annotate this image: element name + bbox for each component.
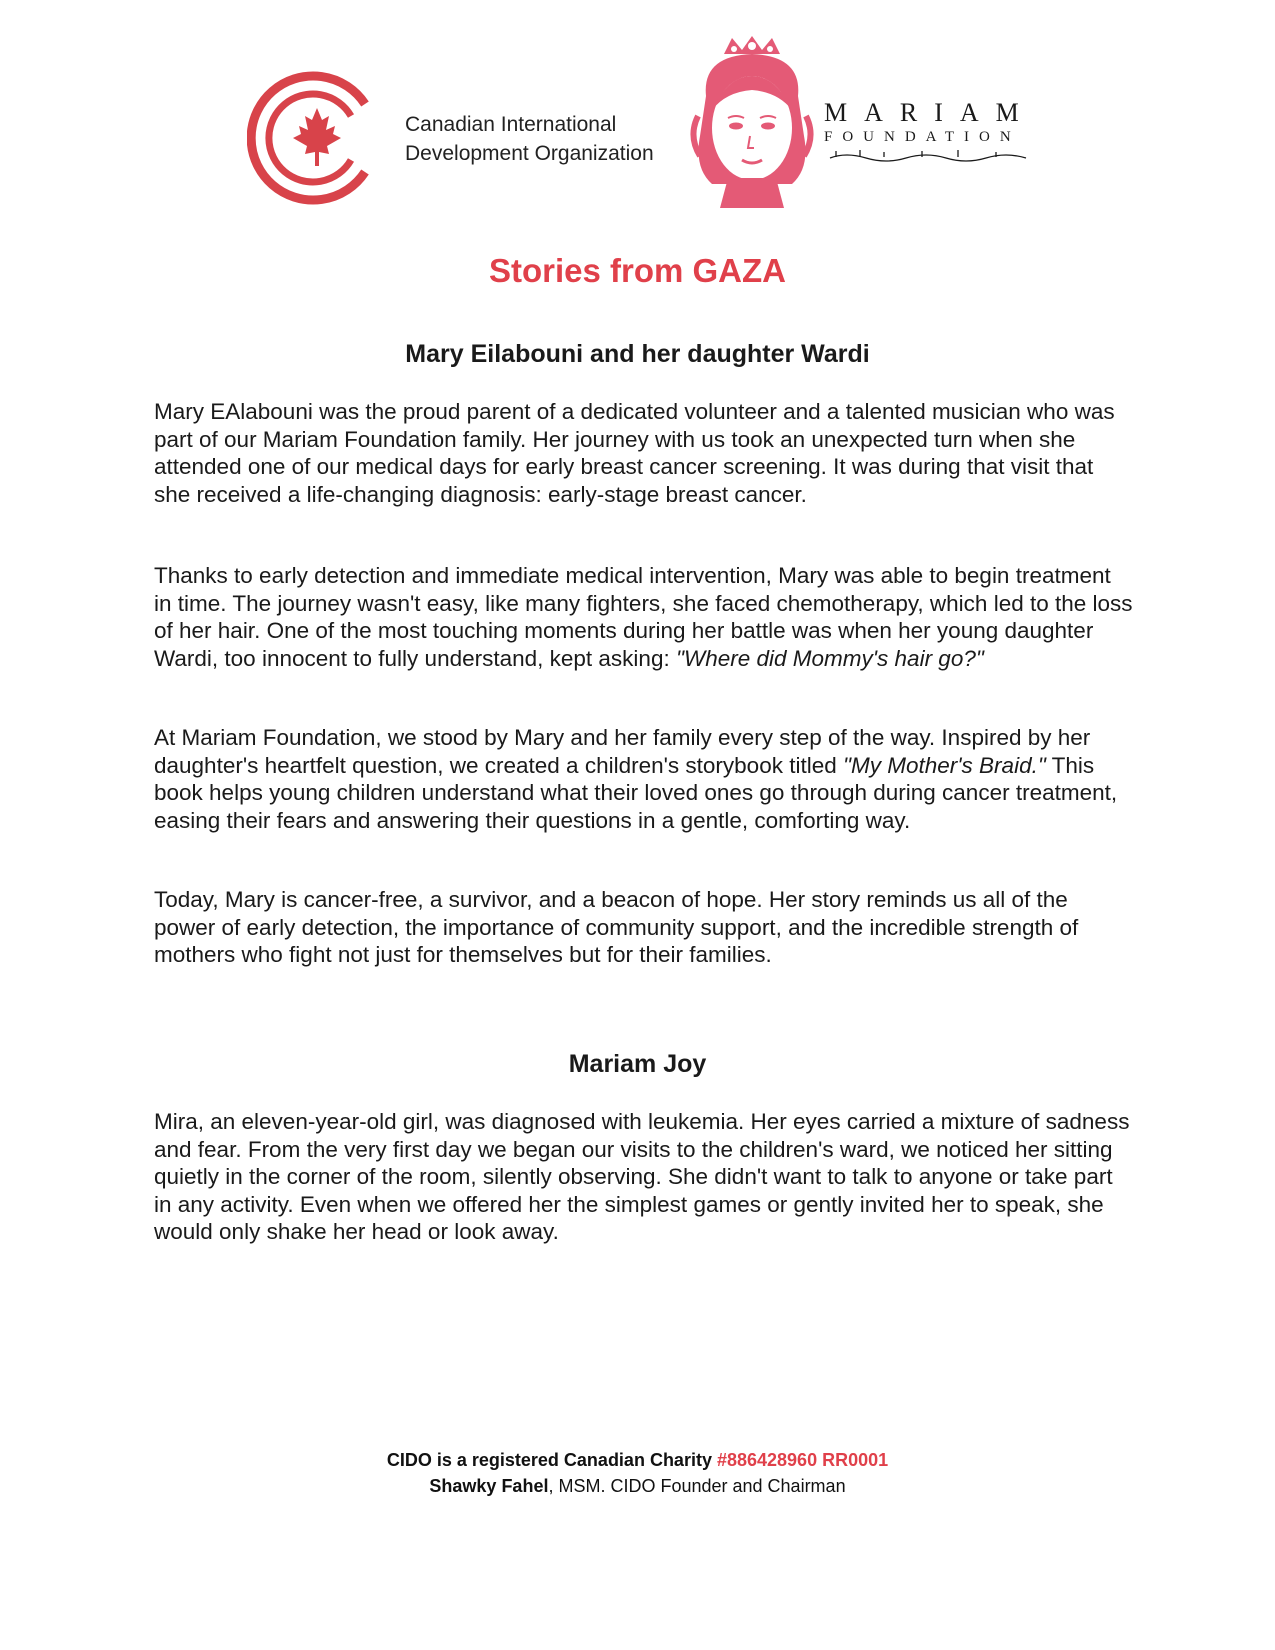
story-heading: Mary Eilabouni and her daughter Wardi xyxy=(405,340,870,368)
foundation-wordmark: FOUNDATION xyxy=(824,129,1021,145)
arabic-tagline-logotype xyxy=(826,148,1030,162)
cido-name-line2: Development Organization xyxy=(405,142,654,165)
paragraph-text: At Mariam Foundation, we stood by Mary and her family every step of the way. Inspired by her daughter's heartfelt question, we created a children's storybook titled xyxy=(154,725,1091,778)
founder-title: , MSM. CIDO Founder and Chairman xyxy=(548,1476,846,1496)
mariam-wordmark: MARIAM xyxy=(824,98,1036,127)
cido-name-line1: Canadian International xyxy=(405,113,617,136)
story-paragraph xyxy=(154,398,1134,508)
page-title: Stories from GAZA xyxy=(488,252,787,289)
paragraph-text: Mira, an eleven-year-old girl, was diagnosed with leukemia. Her eyes carried a mixture of sadness and fear. From the very first day we began our visits to the children's ward, we noticed her sitting quietly in the corner of the room, silently observing. She didn't want to talk to anyone or take part in any activity. Even when we offered her the simplest games or gently invited her to speak, she would only shake her head or look away. xyxy=(154,1109,1130,1244)
paragraph-text: Mary EAlabouni was the proud parent of a dedicated volunteer and a talented musician who was part of our Mariam Foundation family. Her journey with us took an unexpected turn when she attended one of our medical days for early breast cancer screening. It was during that visit that she received a life-changing diagnosis: early-stage breast cancer. xyxy=(154,399,1115,507)
footer-founder-line xyxy=(0,1476,1275,1497)
mariam-portrait-logo xyxy=(688,36,816,208)
story-paragraph xyxy=(154,886,1134,969)
book-title: "My Mother's Braid." xyxy=(843,752,1046,778)
paragraph-text: This book helps young children understand what their loved ones go through during cancer treatment, easing their fears and answering their questions in a gentle, comforting way. xyxy=(154,752,1118,833)
footer-charity-line xyxy=(0,1450,1275,1471)
paragraph-text: Today, Mary is cancer-free, a survivor, and a beacon of hope. Her story reminds us all of the power of early detection, the importance of community support, and the incredible strength of mothers who fight not just for themselves but for their families. xyxy=(154,887,1079,967)
story-heading: Mariam Joy xyxy=(568,1050,707,1078)
paragraph-text: Thanks to early detection and immediate medical intervention, Mary was able to begin treatment in time. The journey wasn't easy, like many fighters, she faced chemotherapy, which led to the loss of her hair. One of the most touching moments during her battle was when her young daughter Wardi, too innocent to fully understand, kept asking: xyxy=(154,563,1133,671)
cido-maple-leaf-logo xyxy=(247,68,387,208)
cido-organization-name xyxy=(405,110,654,168)
story-paragraph xyxy=(154,724,1134,834)
quoted-question: "Where did Mommy's hair go?" xyxy=(675,645,984,671)
founder-name: Shawky Fahel xyxy=(429,1476,549,1496)
story-paragraph xyxy=(154,1108,1134,1246)
story-paragraph xyxy=(154,562,1134,672)
charity-text: CIDO is a registered Canadian Charity xyxy=(386,1450,717,1470)
charity-number: #886428960 RR0001 xyxy=(716,1450,889,1470)
